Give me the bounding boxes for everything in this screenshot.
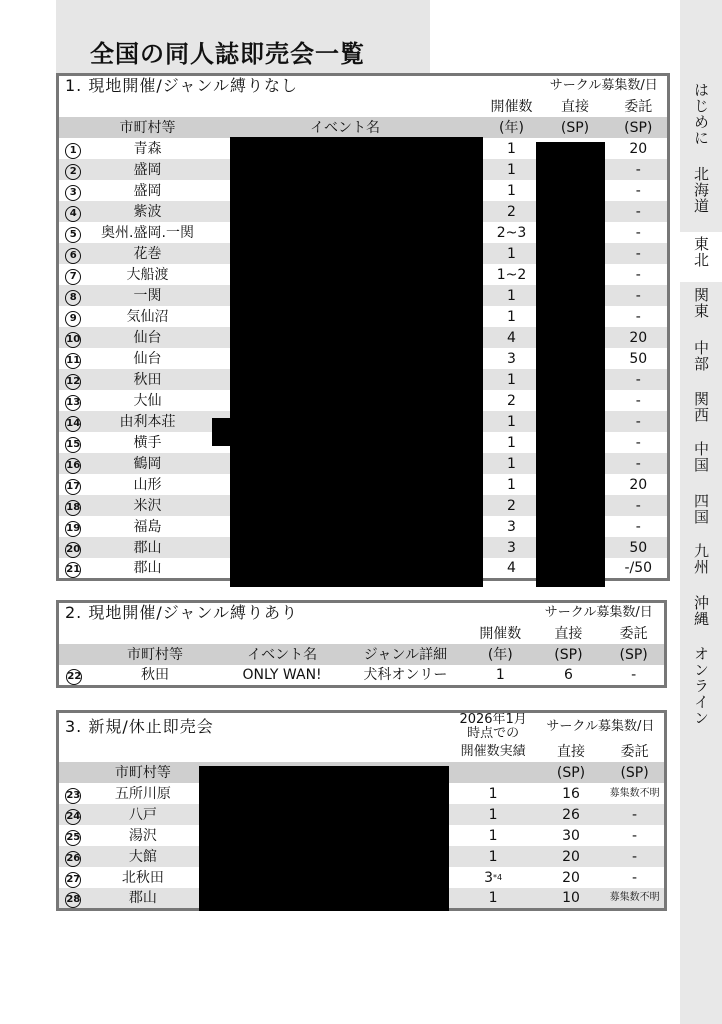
row-count (449, 888, 536, 910)
side-tab-label: 九州 (692, 543, 710, 575)
row-count-value: 1 (488, 848, 498, 865)
row-consign: - (610, 243, 669, 264)
row-count-value: 1 (488, 827, 498, 844)
row-count (449, 825, 536, 846)
row-consign: - (605, 846, 665, 867)
row-city: 福島 (88, 516, 208, 537)
side-index-tabs (680, 0, 722, 1024)
side-tab-kansai[interactable] (680, 391, 722, 435)
side-tab-hokkaido[interactable] (680, 166, 722, 226)
row-city: 郡山 (88, 888, 199, 910)
row-count: 1 (483, 138, 541, 159)
row-number: 15 (65, 437, 81, 453)
row-consign: - (610, 411, 669, 432)
row-count: 2 (483, 495, 541, 516)
row-city: 盛岡 (88, 180, 208, 201)
row-count: 1 (483, 474, 541, 495)
row-number: 21 (65, 562, 81, 578)
row-city: 青森 (88, 138, 208, 159)
col-genre: ジャンル詳細 (344, 644, 467, 665)
section2-table (56, 600, 667, 688)
row-consign: - (610, 453, 669, 474)
row-number: 22 (66, 669, 82, 685)
col-direct: 直接 (534, 623, 604, 644)
col-direct: 直接 (537, 741, 605, 762)
row-consign: -/50 (610, 558, 669, 580)
col-consign: 委託 (605, 741, 665, 762)
row-count: 2 (483, 201, 541, 222)
side-tab-kanto[interactable] (680, 287, 722, 331)
row-city: 山形 (88, 474, 208, 495)
record-head-line2: 時点での (467, 726, 520, 741)
col-event: イベント名 (220, 644, 343, 665)
row-count: 3 (483, 537, 541, 558)
row-count: 3 (483, 348, 541, 369)
row-count: 1 (483, 369, 541, 390)
row-number: 6 (65, 248, 81, 264)
row-count: 1~2 (483, 264, 541, 285)
row-consign: - (610, 222, 669, 243)
side-tab-chugoku[interactable] (680, 441, 722, 485)
col-direct-unit: (SP) (534, 644, 604, 665)
row-number: 17 (65, 479, 81, 495)
row-count (449, 867, 536, 888)
col-consign: 委託 (603, 623, 665, 644)
row-count: 2 (483, 390, 541, 411)
row-count (449, 804, 536, 825)
col-event: イベント名 (208, 117, 483, 138)
row-direct: 10 (537, 888, 605, 910)
col-count-unit: (年) (483, 117, 541, 138)
record-head-line1: 2026年1月 (459, 712, 527, 727)
row-number: 5 (65, 227, 81, 243)
row-consign: - (610, 285, 669, 306)
row-consign: 20 (610, 138, 669, 159)
row-consign: 50 (610, 537, 669, 558)
row-consign: 50 (610, 348, 669, 369)
row-number: 14 (65, 416, 81, 432)
row-count-note: *4 (493, 872, 503, 882)
row-city: 仙台 (88, 327, 208, 348)
row-consign: - (610, 432, 669, 453)
row-number: 7 (65, 269, 81, 285)
row-number: 1 (65, 143, 81, 159)
row-number: 10 (65, 332, 81, 348)
row-direct: 20 (537, 867, 605, 888)
row-city: 仙台 (88, 348, 208, 369)
col-direct: 直接 (541, 96, 610, 117)
row-city: 八戸 (88, 804, 199, 825)
row-count: 3 (483, 516, 541, 537)
row-consign: - (610, 306, 669, 327)
row-city: 花巻 (88, 243, 208, 264)
row-number: 16 (65, 458, 81, 474)
row-city: 北秋田 (88, 867, 199, 888)
row-city: 横手 (88, 432, 208, 453)
section1-circle-recruit: サークル募集数/日 (541, 75, 669, 97)
row-consign: - (610, 264, 669, 285)
row-number: 23 (65, 788, 81, 804)
row-consign: - (605, 825, 665, 846)
row-consign: 20 (610, 474, 669, 495)
row-number: 26 (65, 851, 81, 867)
row-number: 12 (65, 374, 81, 390)
row-consign: - (610, 369, 669, 390)
side-tab-label: 東北 (692, 236, 710, 268)
col-count: 開催数 (467, 623, 534, 644)
side-tab-label: 北海道 (692, 166, 710, 214)
row-count: 1 (483, 411, 541, 432)
col-consign-unit: (SP) (605, 762, 665, 783)
side-tab-shikoku[interactable] (680, 493, 722, 537)
row-city: 五所川原 (88, 783, 199, 804)
row-count: 4 (483, 558, 541, 580)
redaction-block-direct (536, 142, 605, 587)
row-event: ONLY WAN! (220, 665, 343, 687)
side-tab-label: 中部 (692, 340, 710, 372)
col-direct-unit: (SP) (537, 762, 605, 783)
side-tab-hajimeni[interactable] (680, 82, 722, 158)
row-count: 1 (483, 159, 541, 180)
row-count: 1 (483, 285, 541, 306)
side-tab-okinawa[interactable] (680, 595, 722, 639)
section2-title: 2. 現地開催/ジャンル縛りあり (58, 602, 534, 624)
row-number: 24 (65, 809, 81, 825)
row-consign: - (610, 390, 669, 411)
col-count-unit: (年) (467, 644, 534, 665)
section3-record-head-3: 開催数実績 (449, 741, 536, 762)
row-city: 一関 (88, 285, 208, 306)
row-count: 1 (483, 306, 541, 327)
row-count: 1 (483, 453, 541, 474)
side-tab-label: はじめに (692, 82, 710, 146)
table-row (58, 665, 666, 687)
row-consign: - (603, 665, 665, 687)
page-title: 全国の同人誌即売会一覧 (90, 40, 365, 68)
row-consign: - (610, 159, 669, 180)
row-city: 秋田 (90, 665, 221, 687)
row-consign: - (605, 804, 665, 825)
row-number: 18 (65, 500, 81, 516)
row-number: 2 (65, 164, 81, 180)
row-city: 米沢 (88, 495, 208, 516)
row-consign: - (610, 201, 669, 222)
side-tab-label: 沖縄 (692, 595, 710, 627)
side-tab-label: 四国 (692, 493, 710, 525)
row-direct: 20 (537, 846, 605, 867)
row-genre: 犬科オンリー (344, 665, 467, 687)
side-tab-label: 関東 (692, 287, 710, 319)
row-direct: 26 (537, 804, 605, 825)
section1-title: 1. 現地開催/ジャンル縛りなし (58, 75, 541, 97)
row-number: 20 (65, 542, 81, 558)
row-direct: 16 (537, 783, 605, 804)
side-tab-online[interactable] (680, 646, 722, 736)
row-count: 2~3 (483, 222, 541, 243)
side-tab-label: オンライン (692, 646, 710, 726)
redaction-block-small (212, 418, 232, 446)
section3-record-head (449, 712, 536, 742)
row-direct: 30 (537, 825, 605, 846)
row-count-value: 1 (488, 785, 498, 802)
row-number: 19 (65, 521, 81, 537)
row-count: 1 (483, 432, 541, 453)
row-city: 気仙沼 (88, 306, 208, 327)
row-city: 鶴岡 (88, 453, 208, 474)
side-tab-tohoku[interactable] (680, 232, 722, 282)
row-city: 湯沢 (88, 825, 199, 846)
redaction-block-new-events (199, 766, 449, 911)
row-number: 3 (65, 185, 81, 201)
row-count: 1 (467, 665, 534, 687)
row-number: 8 (65, 290, 81, 306)
col-consign: 委託 (610, 96, 669, 117)
section2-circle-recruit: サークル募集数/日 (534, 602, 666, 624)
row-number: 27 (65, 872, 81, 888)
section3-title: 3. 新規/休止即売会 (58, 712, 450, 742)
col-direct-unit: (SP) (541, 117, 610, 138)
row-count (449, 846, 536, 867)
col-city: 市町村等 (90, 644, 221, 665)
redaction-block-events (230, 137, 483, 587)
side-tab-chubu[interactable] (680, 340, 722, 384)
row-consign: - (610, 180, 669, 201)
row-city: 大船渡 (88, 264, 208, 285)
row-number: 25 (65, 830, 81, 846)
row-city: 郡山 (88, 558, 208, 580)
section3-circle-recruit: サークル募集数/日 (537, 712, 666, 742)
col-city: 市町村等 (88, 117, 208, 138)
row-consign: - (610, 495, 669, 516)
row-city: 盛岡 (88, 159, 208, 180)
row-city: 大館 (88, 846, 199, 867)
row-number: 13 (65, 395, 81, 411)
col-consign-unit: (SP) (603, 644, 665, 665)
row-consign: - (610, 516, 669, 537)
row-number: 11 (65, 353, 81, 369)
col-consign-unit: (SP) (610, 117, 669, 138)
row-city: 秋田 (88, 369, 208, 390)
row-count: 4 (483, 327, 541, 348)
row-count: 1 (483, 243, 541, 264)
row-consign: 募集数不明 (605, 783, 665, 804)
row-number: 28 (65, 892, 81, 908)
col-city: 市町村等 (88, 762, 199, 783)
row-city: 大仙 (88, 390, 208, 411)
row-count-value: 3 (484, 869, 494, 886)
row-consign: - (605, 867, 665, 888)
side-tab-kyushu[interactable] (680, 543, 722, 587)
row-city: 奥州.盛岡.一関 (88, 222, 208, 243)
row-count-value: 1 (488, 890, 498, 906)
row-city: 紫波 (88, 201, 208, 222)
row-number: 4 (65, 206, 81, 222)
row-city: 由利本荘 (88, 411, 208, 432)
row-count-value: 1 (488, 806, 498, 823)
row-direct: 6 (534, 665, 604, 687)
row-number: 9 (65, 311, 81, 327)
row-consign: 20 (610, 327, 669, 348)
col-count: 開催数 (483, 96, 541, 117)
row-consign: 募集数不明 (605, 888, 665, 910)
row-city: 郡山 (88, 537, 208, 558)
row-count (449, 783, 536, 804)
side-tab-label: 関西 (692, 391, 710, 423)
row-count: 1 (483, 180, 541, 201)
side-tab-label: 中国 (692, 441, 710, 473)
